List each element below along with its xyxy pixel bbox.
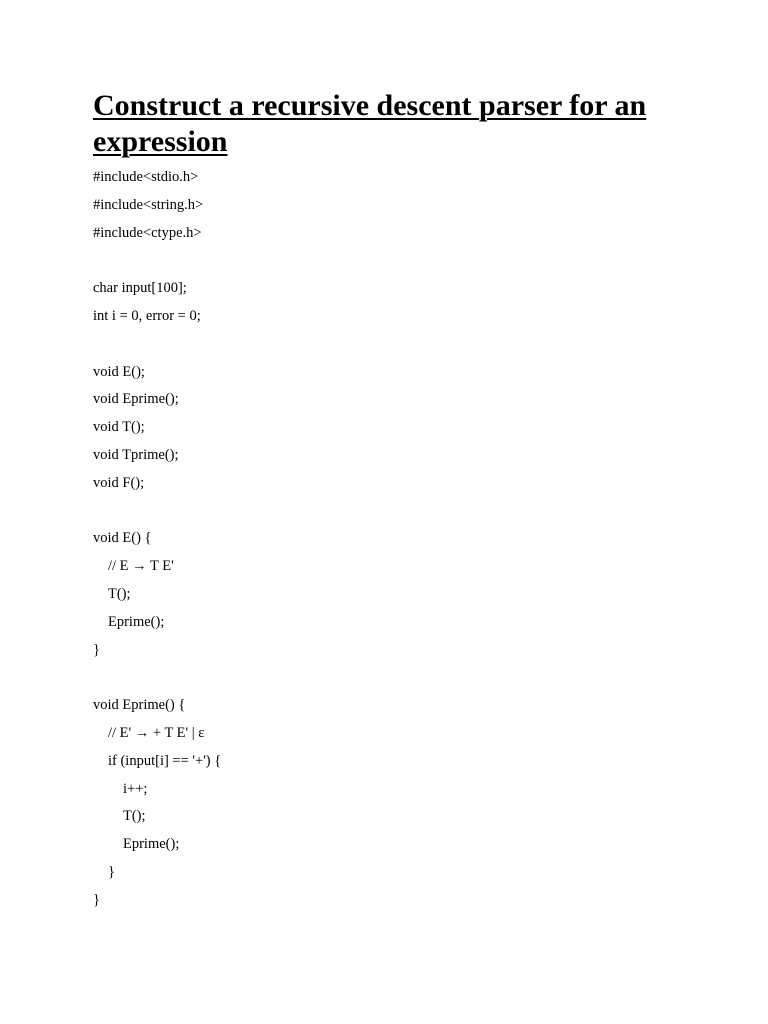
document-title: Construct a recursive descent parser for an expression — [93, 89, 647, 158]
code-line: // E' → + T E' | ε — [108, 724, 205, 741]
code-line: Eprime(); — [123, 836, 180, 853]
code-line: T(); — [123, 808, 146, 825]
code-line: int i = 0, error = 0; — [93, 307, 201, 324]
code-line: i++; — [123, 780, 148, 797]
code-line: #include<stdio.h> — [93, 169, 199, 185]
code-line: #include<ctype.h> — [93, 224, 202, 241]
code-line: void T(); — [93, 419, 145, 436]
code-line: void E() { — [93, 530, 152, 547]
code-listing — [93, 164, 693, 915]
code-line: } — [108, 863, 115, 880]
code-line: #include<string.h> — [93, 196, 204, 213]
code-line: void F(); — [93, 474, 145, 491]
blank-line — [93, 498, 693, 526]
code-line: void Eprime(); — [93, 391, 179, 408]
blank-line — [93, 247, 693, 275]
code-line: T(); — [108, 585, 131, 602]
code-line: char input[100]; — [93, 280, 187, 297]
code-line: void Tprime(); — [93, 446, 179, 463]
code-line: } — [93, 641, 100, 658]
code-line: Eprime(); — [108, 613, 165, 630]
code-line: if (input[i] == '+') { — [108, 752, 222, 769]
blank-line — [93, 664, 693, 692]
code-line: void Eprime() { — [93, 697, 186, 714]
code-line: } — [93, 891, 100, 908]
code-line: // E → T E' — [108, 558, 174, 575]
blank-line — [93, 331, 693, 359]
code-line: void E(); — [93, 363, 145, 380]
